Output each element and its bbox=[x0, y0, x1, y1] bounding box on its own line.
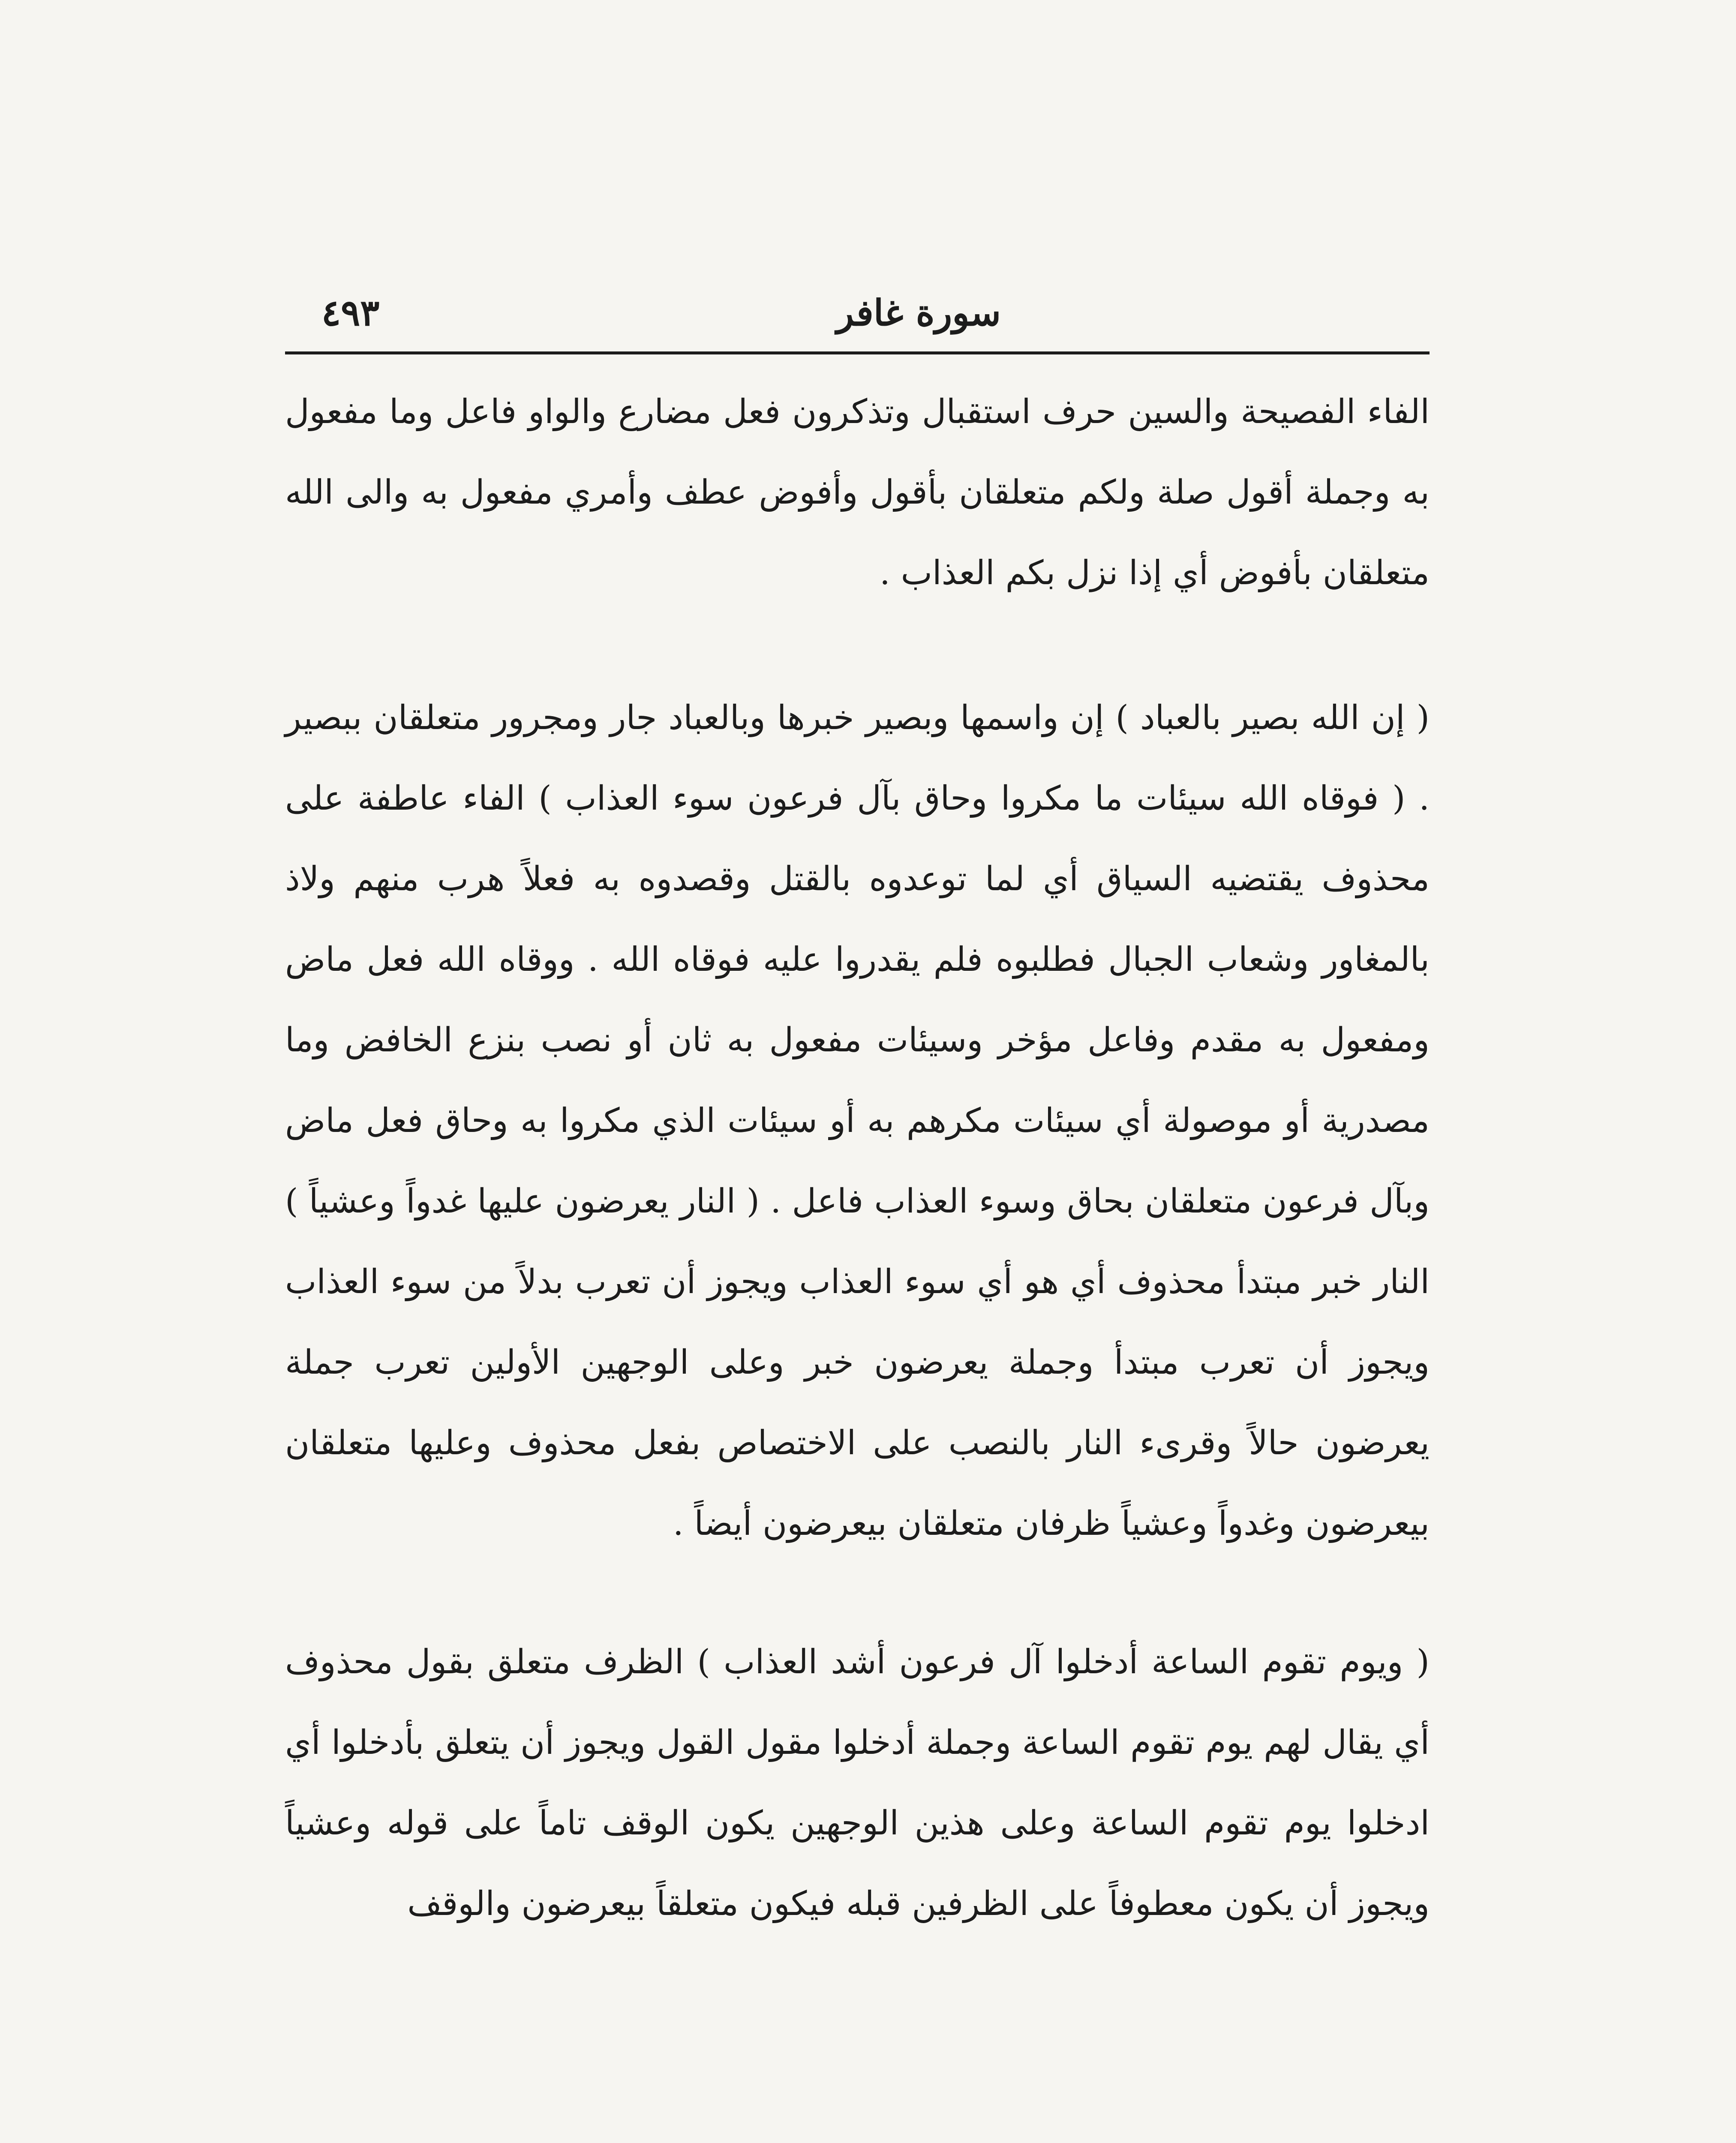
running-title: سورة غافر bbox=[836, 291, 1001, 334]
paragraph: الفاء الفصيحة والسين حرف استقبال وتذكرون فعل مضارع والواو فاعل وما مفعول به وجملة أقول صلة ولكم متعلقان بأقول وأفوض عطف وأمري مفعول به والى الله متعلقان بأفوض أي إذا نزل بكم العذاب . bbox=[285, 393, 1430, 592]
page-header bbox=[285, 291, 1430, 347]
paragraph: ( إن الله بصير بالعباد ) إن واسمها وبصير خبرها وبالعباد جار ومجرور متعلقان ببصير . ( فوقاه الله سيئات ما مكروا وحاق بآل فرعون سوء العذاب ) الفاء عاطفة على محذوف يقتضيه السياق أي لما توعدوه بالقتل وقصدوه به فعلاً هرب منهم ولاذ بالمغاور وشعاب الجبال فطلبوه فلم يقدروا عليه فوقاه الله . ووقاه الله فعل ماض ومفعول به مقدم وفاعل مؤخر وسيئات مفعول به ثان أو نصب بنزع الخافض وما مصدرية أو موصولة أي سيئات مكرهم به أو سيئات الذي مكروا به وحاق فعل ماض وبآل فرعون متعلقان بحاق وسوء العذاب فاعل . ( النار يعرضون عليها غدواً وعشياً ) النار خبر مبتدأ محذوف أي هو أي سوء العذاب ويجوز أن تعرب بدلاً من سوء العذاب ويجوز أن تعرب مبتدأ وجملة يعرضون خبر وعلى الوجهين الأولين تعرب جملة يعرضون حالاً وقرىء النار بالنصب على الاختصاص بفعل محذوف وعليها متعلقان بيعرضون وغدواً وعشياً ظرفان متعلقان بيعرضون أيضاً . bbox=[285, 699, 1430, 1543]
paragraph: ( ويوم تقوم الساعة أدخلوا آل فرعون أشد العذاب ) الظرف متعلق بقول محذوف أي يقال لهم يوم تقوم الساعة وجملة أدخلوا مقول القول ويجوز أن يتعلق بأدخلوا أي ادخلوا يوم تقوم الساعة وعلى هذين الوجهين يكون الوقف تاماً على قوله وعشياً ويجوز أن يكون معطوفاً على الظرفين قبله فيكون متعلقاً بيعرضون والوقف bbox=[285, 1643, 1430, 1923]
book-page bbox=[285, 291, 1430, 1944]
page-number: ٤٩٣ bbox=[321, 291, 380, 334]
header-rule bbox=[285, 351, 1430, 354]
